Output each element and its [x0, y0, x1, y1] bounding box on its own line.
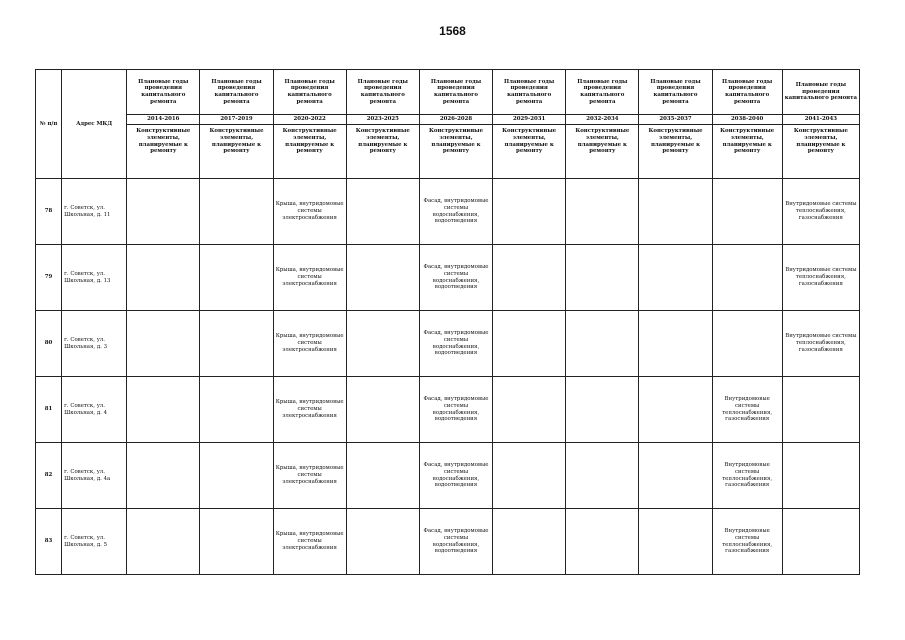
row-cell — [493, 179, 566, 245]
header-period-sub: Конструктивные элементы, планируемые к ремонту — [639, 125, 712, 179]
row-cell — [346, 311, 419, 377]
row-cell — [346, 509, 419, 575]
header-period-title: Плановые годы проведения капитального ремонта — [127, 70, 200, 115]
row-cell — [639, 377, 712, 443]
row-address: г. Советск, ул. Школьная, д. 5 — [62, 509, 127, 575]
row-cell: Внутридомовые системы теплоснабжения, газоснабжения — [712, 443, 782, 509]
row-cell — [782, 377, 859, 443]
row-cell — [639, 245, 712, 311]
row-cell — [712, 311, 782, 377]
row-cell — [782, 443, 859, 509]
header-period-title: Плановые годы проведения капитального ремонта — [200, 70, 273, 115]
row-cell — [346, 377, 419, 443]
row-cell — [639, 509, 712, 575]
header-period-title: Плановые годы проведения капитального ремонта — [566, 70, 639, 115]
row-cell — [493, 443, 566, 509]
row-number: 82 — [36, 443, 62, 509]
row-cell: Внутридомовые системы теплоснабжения, газоснабжения — [782, 245, 859, 311]
header-period-sub: Конструктивные элементы, планируемые к ремонту — [566, 125, 639, 179]
header-period-years: 2029-2031 — [493, 115, 566, 125]
row-cell — [639, 179, 712, 245]
header-period-sub: Конструктивные элементы, планируемые к ремонту — [273, 125, 346, 179]
row-cell: Фасад, внутридомовые системы водоснабжения, водоотведения — [419, 443, 492, 509]
row-cell — [127, 179, 200, 245]
row-cell: Крыша, внутридомовые системы электроснабжения — [273, 311, 346, 377]
row-cell — [127, 311, 200, 377]
header-period-years: 2020-2022 — [273, 115, 346, 125]
row-cell — [712, 245, 782, 311]
table-header — [36, 70, 860, 179]
header-period-sub: Конструктивные элементы, планируемые к ремонту — [419, 125, 492, 179]
table-row — [36, 245, 860, 311]
row-cell — [566, 443, 639, 509]
row-cell — [493, 245, 566, 311]
row-cell: Фасад, внутридомовые системы водоснабжения, водоотведения — [419, 311, 492, 377]
row-cell: Крыша, внутридомовые системы электроснабжения — [273, 179, 346, 245]
repair-schedule-table — [35, 69, 860, 575]
row-cell: Крыша, внутридомовые системы электроснабжения — [273, 245, 346, 311]
row-cell — [493, 509, 566, 575]
header-period-years: 2032-2034 — [566, 115, 639, 125]
header-period-title: Плановые годы проведения капитального ремонта — [493, 70, 566, 115]
header-period-years: 2017-2019 — [200, 115, 273, 125]
row-cell — [566, 179, 639, 245]
table-body — [36, 179, 860, 575]
row-address: г. Советск, ул. Школьная, д. 11 — [62, 179, 127, 245]
header-period-title: Плановые годы проведения капитального ремонта — [782, 70, 859, 115]
table-row — [36, 443, 860, 509]
row-number: 80 — [36, 311, 62, 377]
row-cell — [127, 377, 200, 443]
table-row — [36, 311, 860, 377]
header-period-title: Плановые годы проведения капитального ремонта — [419, 70, 492, 115]
header-period-years: 2041-2043 — [782, 115, 859, 125]
row-cell: Фасад, внутридомовые системы водоснабжения, водоотведения — [419, 509, 492, 575]
row-number: 83 — [36, 509, 62, 575]
header-period-years: 2014-2016 — [127, 115, 200, 125]
row-address: г. Советск, ул. Школьная, д. 4а — [62, 443, 127, 509]
header-period-sub: Конструктивные элементы, планируемые к ремонту — [127, 125, 200, 179]
row-cell — [566, 509, 639, 575]
row-cell — [639, 443, 712, 509]
row-cell — [493, 377, 566, 443]
row-cell — [200, 311, 273, 377]
header-period-sub: Конструктивные элементы, планируемые к ремонту — [200, 125, 273, 179]
row-address: г. Советск, ул. Школьная, д. 4 — [62, 377, 127, 443]
row-cell: Крыша, внутридомовые системы электроснабжения — [273, 509, 346, 575]
row-cell — [493, 311, 566, 377]
header-period-years: 2023-2025 — [346, 115, 419, 125]
row-cell: Внутридомовые системы теплоснабжения, газоснабжения — [712, 377, 782, 443]
row-cell: Внутридомовые системы теплоснабжения, газоснабжения — [782, 311, 859, 377]
row-cell — [782, 509, 859, 575]
row-cell — [127, 245, 200, 311]
header-period-sub: Конструктивные элементы, планируемые к ремонту — [782, 125, 859, 179]
row-cell — [566, 377, 639, 443]
row-cell: Крыша, внутридомовые системы электроснабжения — [273, 377, 346, 443]
row-cell — [639, 311, 712, 377]
row-cell — [200, 245, 273, 311]
row-cell — [346, 179, 419, 245]
row-cell — [712, 179, 782, 245]
row-cell: Фасад, внутридомовые системы водоснабжения, водоотведения — [419, 245, 492, 311]
row-cell — [127, 443, 200, 509]
row-cell: Внутридомовые системы теплоснабжения, газоснабжения — [712, 509, 782, 575]
row-cell — [346, 443, 419, 509]
table-row — [36, 509, 860, 575]
row-cell: Фасад, внутридомовые системы водоснабжения, водоотведения — [419, 377, 492, 443]
row-cell — [200, 377, 273, 443]
table-row — [36, 377, 860, 443]
row-number: 78 — [36, 179, 62, 245]
row-number: 81 — [36, 377, 62, 443]
header-period-title: Плановые годы проведения капитального ремонта — [712, 70, 782, 115]
row-cell — [566, 311, 639, 377]
row-cell — [127, 509, 200, 575]
header-period-years: 2035-2037 — [639, 115, 712, 125]
row-cell — [346, 245, 419, 311]
row-cell — [200, 179, 273, 245]
header-period-sub: Конструктивные элементы, планируемые к ремонту — [493, 125, 566, 179]
table-row — [36, 179, 860, 245]
header-period-sub: Конструктивные элементы, планируемые к ремонту — [712, 125, 782, 179]
row-cell — [566, 245, 639, 311]
header-period-years: 2026-2028 — [419, 115, 492, 125]
header-period-title: Плановые годы проведения капитального ремонта — [273, 70, 346, 115]
page-number: 1568 — [439, 24, 466, 38]
row-cell: Фасад, внутридомовые системы водоснабжения, водоотведения — [419, 179, 492, 245]
row-cell: Крыша, внутридомовые системы электроснабжения — [273, 443, 346, 509]
header-period-sub: Конструктивные элементы, планируемые к ремонту — [346, 125, 419, 179]
header-num: № п/п — [36, 70, 62, 179]
row-number: 79 — [36, 245, 62, 311]
row-cell: Внутридомовые системы теплоснабжения, газоснабжения — [782, 179, 859, 245]
row-cell — [200, 509, 273, 575]
header-period-title: Плановые годы проведения капитального ремонта — [639, 70, 712, 115]
row-cell — [200, 443, 273, 509]
header-period-title: Плановые годы проведения капитального ремонта — [346, 70, 419, 115]
header-period-years: 2038-2040 — [712, 115, 782, 125]
header-address: Адрес МКД — [62, 70, 127, 179]
row-address: г. Советск, ул. Школьная, д. 13 — [62, 245, 127, 311]
row-address: г. Советск, ул. Школьная, д. 3 — [62, 311, 127, 377]
